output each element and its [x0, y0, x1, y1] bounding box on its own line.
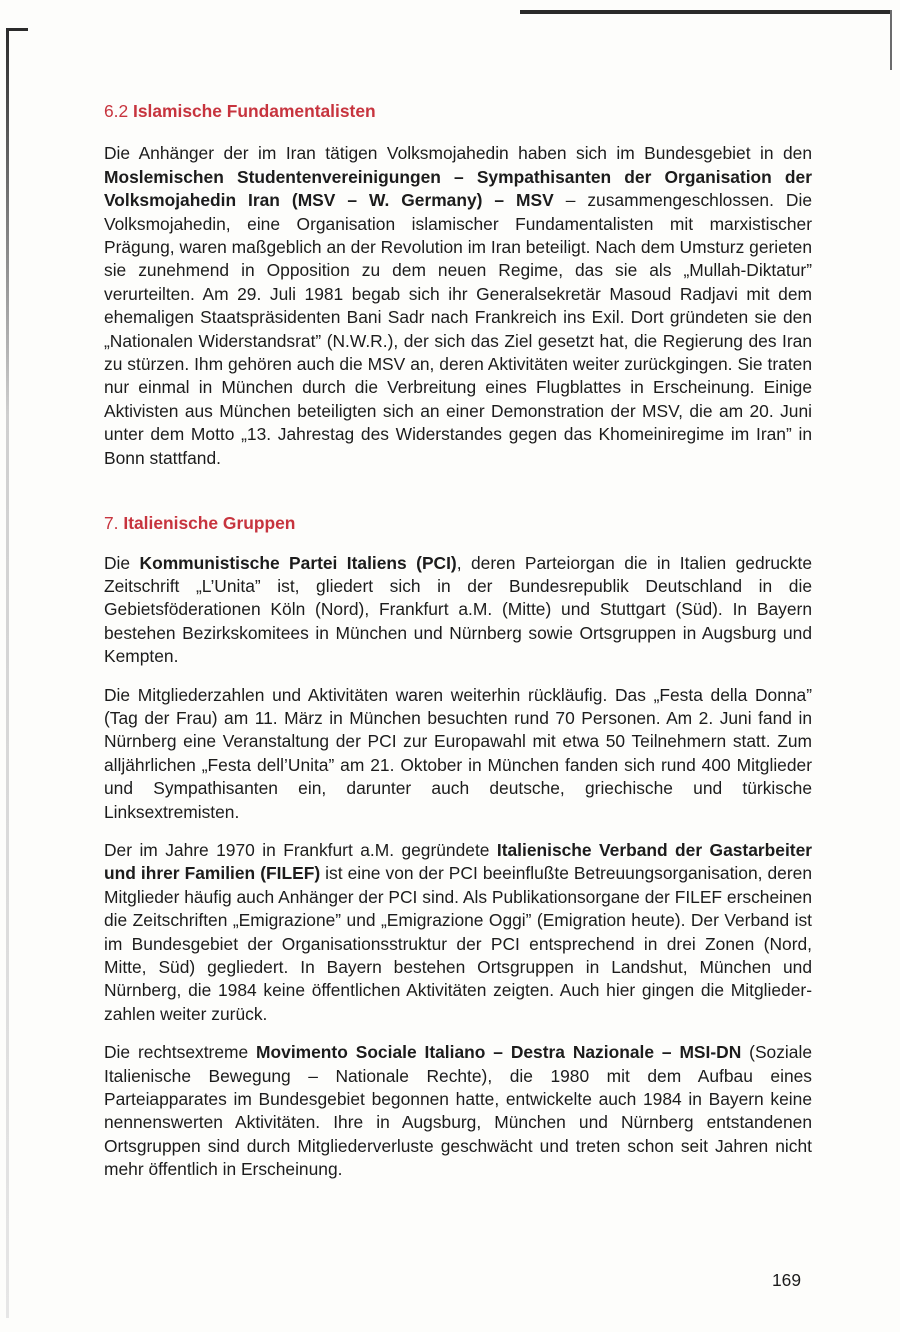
- scan-edge-left: [6, 28, 9, 1318]
- section-title: Islamische Fundamentalisten: [133, 101, 376, 121]
- paragraph: Die Kommunistische Partei Italiens (PCI), deren Parteiorgan die in Italien gedruckte Zeitschrift „L’Unita” ist, gliedert sich in der Bundesrepublik Deutschland in die Gebietsföderationen Köln (Nord), Frankfurt a.M. (Mitte) und Stuttgart (Süd). In Bayern bestehen Bezirkskomitees in München und Nürnberg sowie Ortsgruppen in Augsburg und Kempten.: [104, 552, 812, 667]
- page-number: 169: [772, 1270, 802, 1290]
- paragraph: Der im Jahre 1970 in Frankfurt a.M. gegründete Italienische Verband der Gastarbeiter und ihrer Familien (FILEF) ist eine von der PCI beeinflußte Betreuungsorganisation, deren Mitglieder häufig auch Anhänger der PCI sind. Als Publikationsorgane der FILEF erscheinen die Zeitschriften „Emigrazione” und „Emigrazione Oggi” (Emigration heute). Der Verband ist im Bundesgebiet der Organisationsstruktur der PCI entsprechend in drei Zonen (Nord, Mitte, Süd) gegliedert. In Bayern bestehen Ortsgruppen in Landshut, München und Nürnberg, die 1984 keine öffentlichen Aktivitäten zeigten. Auch hier gingen die Mitgliederzahlen weiter zurück.: [104, 839, 813, 1024]
- scan-corner-mark: [6, 28, 28, 31]
- paragraph: Die rechtsextreme Movimento Sociale Italiano – Destra Nazionale – MSI-DN (Soziale Italienische Bewegung – Nationale Rechte), die 1980 mit dem Aufbau eines Parteiapparates im Bundesgebiet begonnen hatte, entwickelte auch 1984 in Bayern keine nennenswerten Aktivitäten. Ihre in Augsburg, München und Nürnberg entstandenen Ortsgruppen sind durch Mitgliederverluste geschwächt und treten schon seit Jahren nicht mehr öffentlich in Erscheinung.: [104, 1042, 812, 1180]
- bold-organization-name: Moslemischen Studentenvereinigungen – Sympathisanten der Organisation der Volksmojahedin Iran (MSV – W. Germany) – MSV: [104, 166, 812, 211]
- section-number: 7.: [104, 513, 119, 534]
- paragraph: Die Anhänger der im Iran tätigen Volksmojahedin haben sich im Bundesgebiet in den Moslemischen Studentenvereinigungen – Sympathisanten der Organisation der Volksmojahedin Iran (MSV – W. Germany) – MSV – zusammengeschlossen. Die Volksmojahedin, eine Organisation islamischer Fundamentalisten mit marxistischer Prägung, waren maßgeblich an der Revolution im Iran beteiligt. Nach dem Umsturz gerieten sie zunehmend in Opposition zu dem neuen Regime, das sie als „Mullah-Diktatur” verurteilten. Am 29. Juli 1981 begab sich ihr Generalsekretär Masoud Radjavi mit dem ehemaligen Staatspräsidenten Bani Sadr nach Frankreich ins Exil. Dort gründeten sie den „Nationalen Widerstandsrat” (N.W.R.), der sich das Ziel gesetzt hat, die Regierung des Iran zu stürzen. Ihm gehören auch die MSV an, deren Aktivitäten weiter zurückgingen. Sie traten nur einmal in München durch die Verbreitung eines Flugblattes in Erscheinung. Einige Aktivisten aus München beteiligten sich an einer Demonstration der MSV, die am 20. Juni unter dem Motto „13. Jahrestag des Widerstandes gegen das Khomeiniregime im Iran” in Bonn stattfand.: [104, 143, 812, 468]
- paragraph: Die Mitgliederzahlen und Aktivitäten waren weiterhin rückläufig. Das „Festa della Donna” (Tag der Frau) am 11. März in München besuchten rund 70 Personen. Am 2. Juni fand in Nürnberg eine Veranstaltung der PCI zur Europawahl mit etwa 50 Teilnehmern statt. Zum alljährlichen „Festa dell’Unita” am 21. Oktober in München fanden sich rund 400 Mitglieder und Sympathisanten ein, darunter auch deutsche, griechische und türkische Linksextremisten.: [104, 684, 812, 822]
- section-title: Italienische Gruppen: [123, 513, 296, 534]
- scan-edge-right: [890, 10, 892, 70]
- section-heading: [104, 100, 812, 123]
- page-content: [104, 100, 812, 1182]
- bold-organization-name: Movimento Sociale Italiano – Destra Nazionale – MSI-DN: [256, 1042, 742, 1063]
- section-heading: [104, 512, 812, 535]
- section-number: 6.2: [104, 101, 129, 121]
- bold-organization-name: Italienische Verband der Gastarbeiter und ihrer Familien (FILEF): [104, 839, 813, 884]
- bold-organization-name: Kommunistische Partei Italiens (PCI): [139, 552, 457, 573]
- scan-edge-top: [520, 10, 890, 14]
